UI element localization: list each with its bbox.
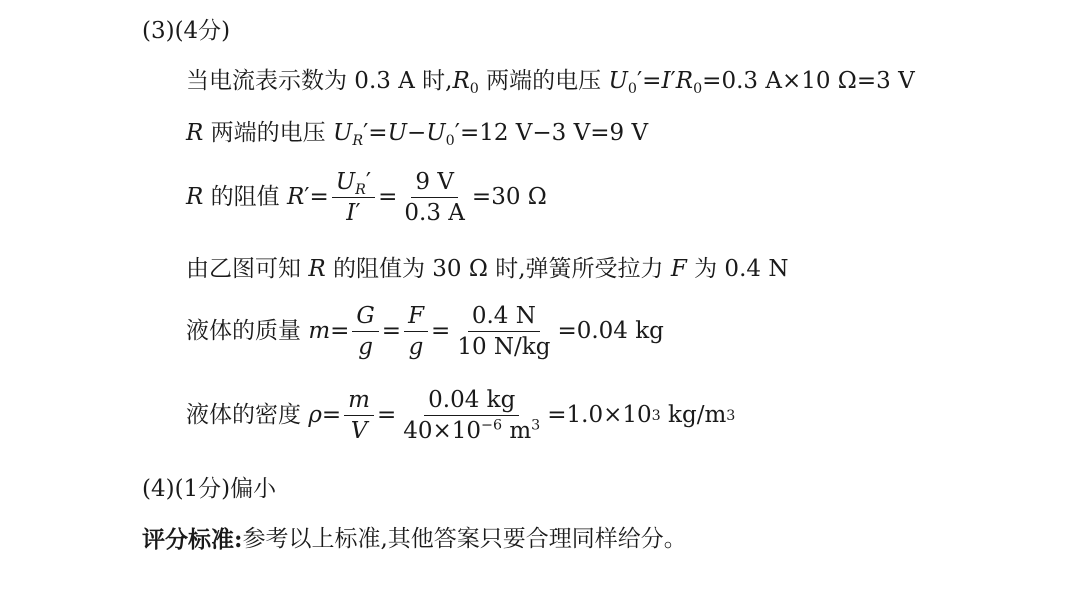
- fraction-9v-over-03a: [400, 170, 469, 225]
- scoring-text: 参考以上标准,其他答案只要合理同样给分。: [242, 526, 687, 552]
- symbol-f: F: [670, 256, 687, 282]
- fraction-numerator: 9 V: [411, 170, 458, 198]
- fraction-denominator: V: [350, 418, 368, 445]
- expr-ur-eq-u-minus-u0: $U_R'=U-U_0'$: [332, 120, 460, 149]
- symbol-r: R: [186, 120, 204, 146]
- line2-text2: =12 V−3 V=9 V: [459, 120, 649, 146]
- line-voltage-r: [186, 120, 649, 149]
- line-resistance: R 的阻值 R′= $\frac{U_R'}{I'}$ = $\frac{9 V}{0.3 A}$ =30 Ω: [186, 169, 547, 227]
- line2-text1: 两端的电压: [203, 120, 333, 146]
- part4-answer: [142, 478, 276, 501]
- fraction-m-over-v: [344, 388, 374, 443]
- part4-text: (4)(1分)偏小: [142, 476, 277, 502]
- fraction-denominator: 0.3 A: [404, 200, 465, 227]
- expr-u0-eq-ir0: $U_0'=I'R_0$: [608, 68, 703, 97]
- line1-text2: 两端的电压: [478, 68, 609, 94]
- fraction-denominator: 10 N/kg: [457, 334, 551, 361]
- line4-text2: 的阻值为 30 Ω 时,弹簧所受拉力: [325, 256, 671, 282]
- fraction-numerator: G: [352, 304, 378, 332]
- part3-header: [142, 20, 230, 43]
- line3-text1: 的阻值: [203, 184, 287, 211]
- line5-text2: =0.04 kg: [557, 318, 664, 345]
- fraction-mass-over-volume: [399, 388, 544, 443]
- symbol-m: m=: [308, 318, 350, 345]
- scoring-label: 评分标准:: [142, 526, 243, 553]
- fraction-numerator: $U_R'$: [332, 170, 375, 198]
- line-mass: 液体的质量 m= $\frac{G}{g}$ = $\frac{F}{g}$ = $\frac{0.4 N}{10 N/kg}$ =0.04 kg: [186, 303, 664, 361]
- fraction-denominator: I′: [346, 200, 361, 227]
- fraction-numerator: 0.04 kg: [424, 388, 519, 416]
- line-density: 液体的密度 ρ= $\frac{m}{V}$ = $\frac{0.04 kg}{40\times 10^{-6} m^3}$ =1.0×10 3 kg/m 3: [186, 387, 736, 445]
- symbol-rho: ρ=: [308, 402, 342, 429]
- line-voltage-r0: [186, 68, 915, 97]
- line3-text2: =30 Ω: [471, 184, 547, 211]
- fraction-g-over-g: [352, 304, 378, 359]
- line1-text3: =0.3 A×10 Ω=3 V: [702, 68, 915, 94]
- fraction-ur-over-i: [332, 170, 375, 225]
- part3-header-text: (3)(4分): [142, 18, 231, 44]
- fraction-04n-over-10nkg: [453, 304, 554, 359]
- line5-text1: 液体的质量: [186, 318, 309, 345]
- fraction-denominator: g: [358, 334, 373, 361]
- line1-text1: 当电流表示数为 0.3 A 时,: [186, 68, 453, 94]
- fraction-numerator: m: [344, 388, 374, 416]
- line-spring-force: [186, 258, 788, 281]
- symbol-r: R: [186, 184, 204, 211]
- symbol-r: R: [308, 256, 326, 282]
- line4-text1: 由乙图可知: [186, 256, 309, 282]
- fraction-denominator: $40\times 10^{-6}$ $m^3$: [403, 417, 541, 445]
- fraction-numerator: F: [404, 304, 428, 332]
- line6-text3: kg/m: [660, 402, 727, 429]
- fraction-denominator: g: [408, 334, 424, 361]
- line4-text3: 为 0.4 N: [686, 256, 789, 282]
- line6-text2: =1.0×10: [547, 402, 652, 429]
- expr-r-prime: R′=: [286, 184, 329, 211]
- scoring-criteria: [142, 528, 687, 551]
- symbol-r0: $R_0$: [452, 68, 479, 97]
- line6-text1: 液体的密度: [186, 402, 309, 429]
- fraction-f-over-g: [404, 304, 428, 359]
- fraction-numerator: 0.4 N: [468, 304, 540, 332]
